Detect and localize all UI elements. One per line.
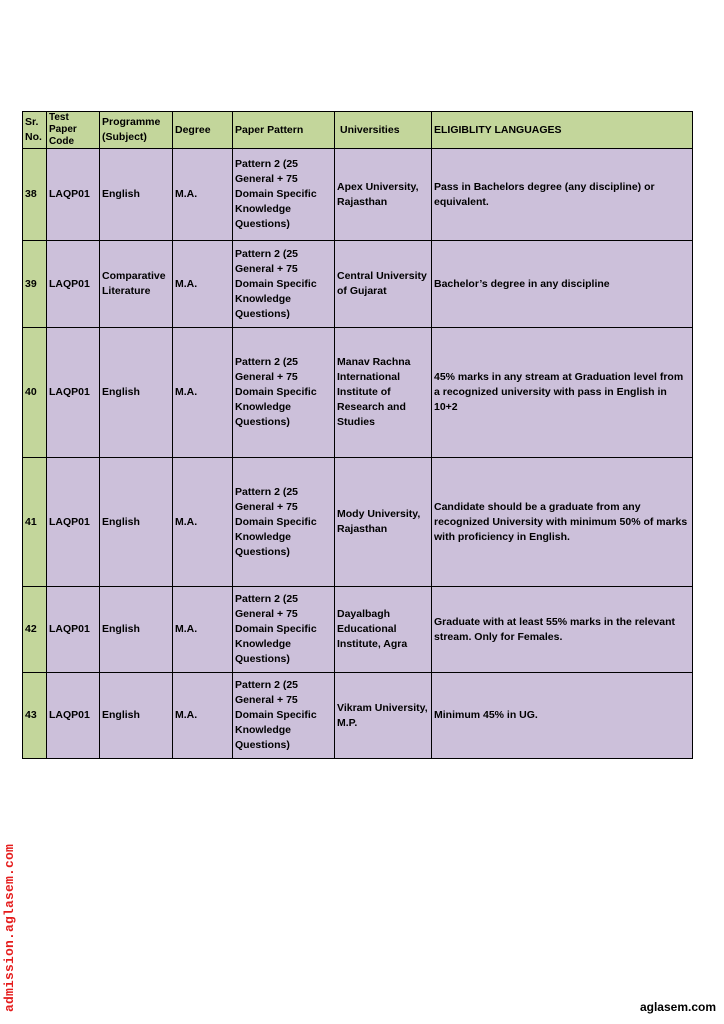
table-row — [23, 328, 693, 458]
cell-code: LAQP01 — [47, 328, 100, 458]
cell-programme: English — [100, 587, 173, 673]
cell-pattern: Pattern 2 (25 General + 75 Domain Specific Knowledge Questions) — [233, 149, 335, 241]
cell-code: LAQP01 — [47, 673, 100, 759]
cell-university: Apex University, Rajasthan — [335, 149, 432, 241]
cell-eligibility: Minimum 45% in UG. — [432, 673, 693, 759]
header-sr-no: Sr. No. — [23, 112, 47, 149]
cell-sr-no: 39 — [23, 241, 47, 328]
table-row — [23, 149, 693, 241]
cell-university: Manav Rachna International Institute of Research and Studies — [335, 328, 432, 458]
cell-university: Mody University, Rajasthan — [335, 458, 432, 587]
cell-programme: English — [100, 328, 173, 458]
cell-eligibility: Candidate should be a graduate from any recognized University with minimum 50% of marks with proficiency in English. — [432, 458, 693, 587]
cell-sr-no: 40 — [23, 328, 47, 458]
cell-pattern: Pattern 2 (25 General + 75 Domain Specific Knowledge Questions) — [233, 241, 335, 328]
cell-pattern: Pattern 2 (25 General + 75 Domain Specific Knowledge Questions) — [233, 673, 335, 759]
header-programme: Programme (Subject) — [100, 112, 173, 149]
header-degree: Degree — [173, 112, 233, 149]
cell-programme: English — [100, 673, 173, 759]
cell-sr-no: 41 — [23, 458, 47, 587]
header-test-paper-code: Test Paper Code — [47, 112, 100, 149]
cell-code: LAQP01 — [47, 241, 100, 328]
cell-degree: M.A. — [173, 587, 233, 673]
cell-code: LAQP01 — [47, 587, 100, 673]
header-paper-pattern: Paper Pattern — [233, 112, 335, 149]
cell-eligibility: Graduate with at least 55% marks in the relevant stream. Only for Females. — [432, 587, 693, 673]
cell-degree: M.A. — [173, 673, 233, 759]
cell-programme: Comparative Literature — [100, 241, 173, 328]
table-row — [23, 241, 693, 328]
cell-eligibility: Bachelor’s degree in any discipline — [432, 241, 693, 328]
watermark-footer: aglasem.com — [639, 1000, 716, 1014]
cell-programme: English — [100, 458, 173, 587]
cell-sr-no: 38 — [23, 149, 47, 241]
cell-degree: M.A. — [173, 241, 233, 328]
cell-pattern: Pattern 2 (25 General + 75 Domain Specific Knowledge Questions) — [233, 587, 335, 673]
watermark-side-text: admission.aglasem.com — [2, 843, 17, 1012]
table-row — [23, 458, 693, 587]
cell-degree: M.A. — [173, 149, 233, 241]
header-row — [23, 112, 693, 149]
eligibility-table — [22, 111, 693, 759]
table-row — [23, 673, 693, 759]
cell-code: LAQP01 — [47, 458, 100, 587]
table-row — [23, 587, 693, 673]
cell-pattern: Pattern 2 (25 General + 75 Domain Specific Knowledge Questions) — [233, 328, 335, 458]
cell-eligibility: 45% marks in any stream at Graduation level from a recognized university with pass in English in 10+2 — [432, 328, 693, 458]
cell-degree: M.A. — [173, 328, 233, 458]
cell-sr-no: 42 — [23, 587, 47, 673]
header-eligibility: ELIGIBLITY LANGUAGES — [432, 112, 693, 149]
header-universities: Universities — [335, 112, 432, 149]
cell-university: Central University of Gujarat — [335, 241, 432, 328]
cell-programme: English — [100, 149, 173, 241]
cell-university: Dayalbagh Educational Institute, Agra — [335, 587, 432, 673]
cell-pattern: Pattern 2 (25 General + 75 Domain Specific Knowledge Questions) — [233, 458, 335, 587]
cell-sr-no: 43 — [23, 673, 47, 759]
cell-degree: M.A. — [173, 458, 233, 587]
cell-eligibility: Pass in Bachelors degree (any discipline) or equivalent. — [432, 149, 693, 241]
cell-university: Vikram University, M.P. — [335, 673, 432, 759]
cell-code: LAQP01 — [47, 149, 100, 241]
